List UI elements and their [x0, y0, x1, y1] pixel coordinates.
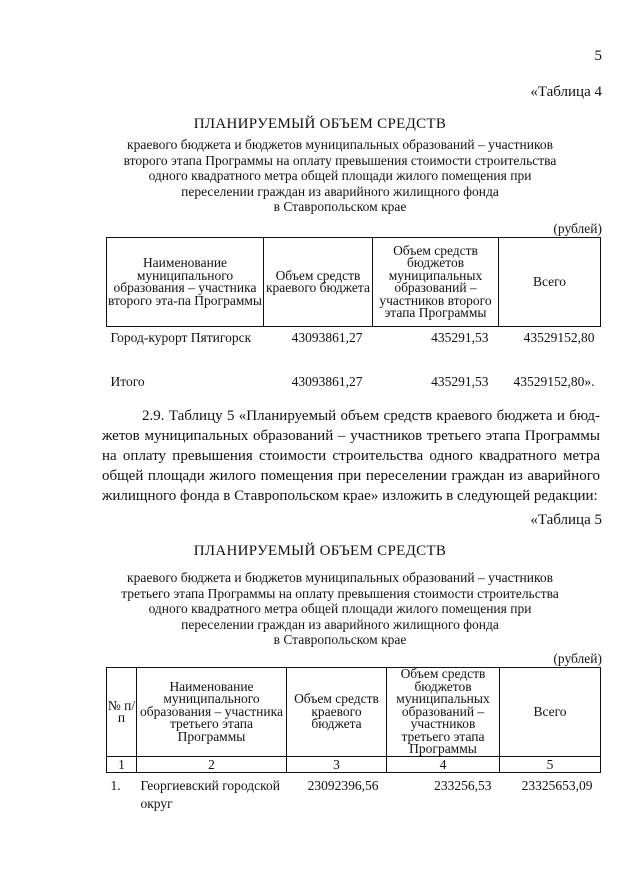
column-number: 4 — [387, 757, 500, 773]
table-row-total — [107, 373, 601, 391]
cell-name: Итого — [110, 373, 145, 389]
column-header-total: Всего — [499, 238, 601, 327]
table-header-row — [107, 238, 601, 327]
table5 — [106, 667, 601, 813]
subheading-line: краевого бюджета и бюджетов муниципальных образований – участников — [127, 570, 553, 585]
cell-total: 43529152,80 — [523, 330, 595, 345]
cell-name: Георгиевский городской округ — [140, 778, 280, 811]
body-paragraph — [102, 406, 600, 506]
table5-heading: ПЛАНИРУЕМЫЙ ОБЪЕМ СРЕДСТВ — [193, 543, 447, 559]
cell-number: 1. — [110, 778, 121, 793]
subheading-line: одного квадратного метра общей площади жилого помещения при — [148, 601, 532, 616]
paragraph-text: 2.9. Таблицу 5 «Планируемый объем средств краевого бюджета и бюд-жетов муниципальных образований – участников третьего этапа Программы на оплату превышения стоимости строительства одного квадратного метра общей площади жилого помещения при переселении граждан из аварийного жилищного фонда в Ставропольском крае» изложить в следующей редакции: — [102, 408, 600, 504]
table-row — [107, 773, 601, 814]
table4 — [106, 237, 601, 391]
table4-heading: ПЛАНИРУЕМЫЙ ОБЪЕМ СРЕДСТВ — [193, 116, 447, 132]
column-number: 2 — [137, 757, 287, 773]
column-header-municipal: Объем средств бюджетов муниципальных образований – участников третьего этапа Программы — [387, 668, 500, 757]
column-header-regional: Объем средств краевого бюджета — [264, 238, 373, 327]
cell-regional: 23092396,56 — [307, 778, 379, 793]
column-header-total: Всего — [500, 668, 601, 757]
subheading-line: в Ставропольском крае — [273, 632, 407, 647]
column-header-municipal: Объем средств бюджетов муниципальных образований – участников второго этапа Программы — [373, 238, 499, 327]
subheading-line: второго этапа Программы на оплату превышения стоимости строительства — [123, 152, 557, 168]
column-header-name: Наименование муниципального образования – участника третьего этапа Программы — [137, 668, 287, 757]
subheading-line: краевого бюджета и бюджетов муниципальных образований – участников — [127, 137, 553, 152]
subheading-line: одного квадратного метра общей площади жилого помещения при — [148, 168, 532, 183]
subheading-line: в Ставропольском крае — [273, 199, 407, 214]
cell-total: 23325653,09 — [521, 778, 593, 793]
table4-subheading — [60, 137, 620, 215]
column-header-number: № п/п — [107, 668, 137, 757]
cell-municipal: 435291,53 — [431, 330, 489, 345]
table5-label: «Таблица 5 — [530, 512, 602, 528]
page-number: 5 — [594, 48, 602, 64]
table5-unit: (рублей) — [553, 651, 602, 666]
column-number: 1 — [107, 757, 137, 773]
column-number-row — [107, 757, 601, 773]
subheading-line: переселении граждан из аварийного жилищного фонда — [181, 183, 499, 199]
column-number: 5 — [500, 757, 601, 773]
table5-subheading — [60, 570, 620, 648]
cell-municipal: 435291,53 — [431, 373, 489, 389]
column-header-regional: Объем средств краевого бюджета — [287, 668, 387, 757]
cell-municipal: 233256,53 — [434, 778, 492, 793]
subheading-line: переселении граждан из аварийного жилищного фонда — [181, 616, 499, 632]
subheading-line: третьего этапа Программы на оплату превышения стоимости строительства — [121, 585, 559, 601]
cell-name: Город-курорт Пятигорск — [110, 330, 252, 345]
cell-regional: 43093861,27 — [291, 373, 363, 389]
table-row — [107, 327, 601, 373]
column-number: 3 — [287, 757, 387, 773]
table4-label: «Таблица 4 — [530, 84, 602, 100]
table-header-row — [107, 668, 601, 757]
cell-regional: 43093861,27 — [291, 330, 363, 345]
column-header-name: Наименование муниципального образования – участника второго эта-па Программы — [107, 238, 264, 327]
cell-total: 43529152,80». — [513, 373, 595, 389]
table4-unit: (рублей) — [553, 221, 602, 236]
